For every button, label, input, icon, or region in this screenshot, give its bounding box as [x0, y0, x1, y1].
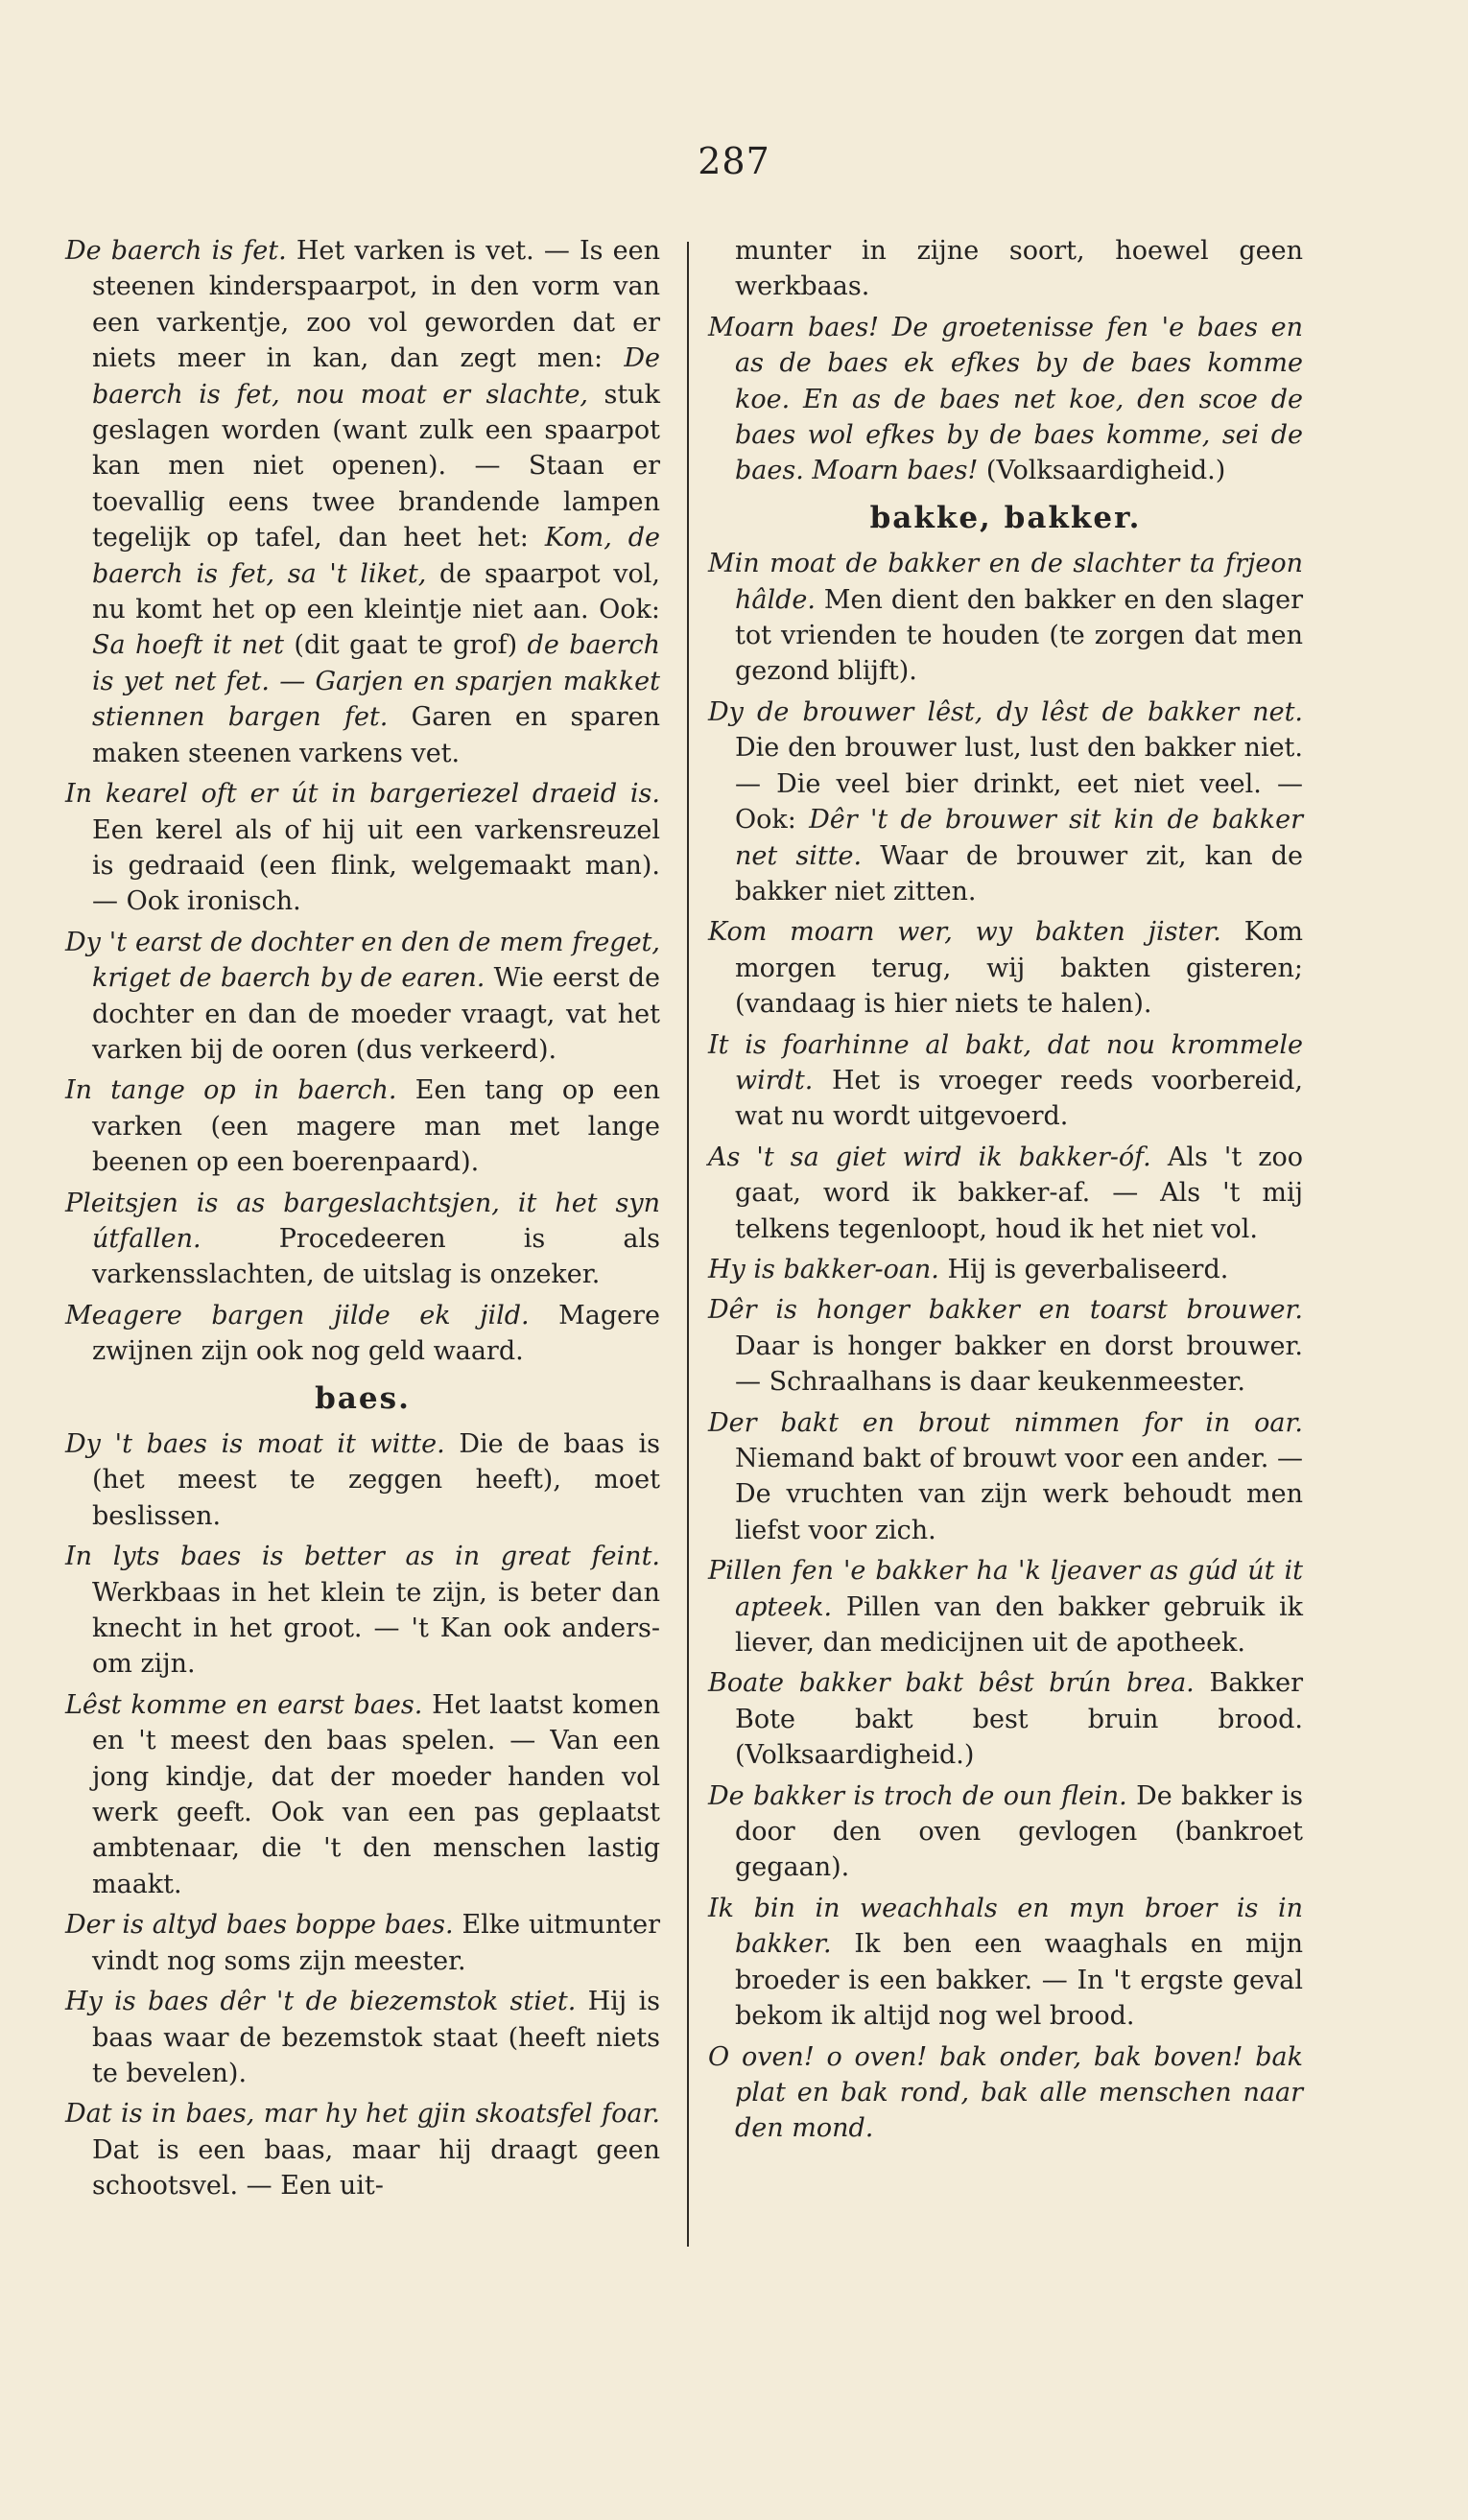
entry-text: Het is vroeger reeds voorbereid, wat nu wordt uitgevoerd.: [735, 1065, 1303, 1132]
entry-phrase: Dy de brouwer lêst, dy lêst de bakker net.: [708, 696, 1303, 727]
entry: [65, 1426, 660, 1534]
column-divider: [687, 242, 689, 2247]
entry-text: Kom morgen terug, wij bakten gisteren; (vandaag is hier niets te halen).: [735, 917, 1303, 1020]
entry: [708, 1778, 1303, 1886]
entry-text: Wie eerst de dochter en dan de moeder vraagt, vat het varken bij de ooren (dus verkeerd).: [92, 963, 660, 1065]
entry-text: Daar is honger bakker en dorst brouwer. — Schraalhans is daar keukenmeester.: [735, 1331, 1303, 1398]
entry: [65, 2096, 660, 2203]
entry: [65, 1907, 660, 1979]
entry-text: Die den brouwer lust, lust den bakker niet. — Die veel bier drinkt, eet niet veel. — Ook:: [735, 733, 1303, 836]
entry-text: Waar de brouwer zit, kan de bakker niet zitten.: [735, 840, 1303, 907]
entry-phrase: Hy is bakker-oan.: [708, 1254, 939, 1284]
entry-phrase: O oven! o oven! bak onder, bak boven! bak plat en bak rond, bak alle menschen naar den mond.: [708, 2041, 1303, 2144]
entry-phrase: Dy 't earst de dochter en den de mem freget, kriget de baerch by de earen.: [65, 927, 660, 994]
entry-text: Het varken is vet. — Is een steenen kinderspaarpot, in den vorm van een varkentje, zoo vol geworden dat er niets meer in kan, dan zegt men:: [92, 236, 661, 374]
entry-text: Hij is geverbaliseerd.: [938, 1254, 1229, 1284]
entry-phrase: Dêr is honger bakker en toarst brouwer.: [708, 1295, 1303, 1326]
entry-phrase: Dat is in baes, mar hy het gjin skoatsfel foar.: [65, 2099, 660, 2130]
entry: [708, 1140, 1303, 1247]
entry-phrase: Dêr 't de brouwer sit kin de bakker net sitte.: [735, 805, 1304, 871]
entry-phrase: Der bakt en brout nimmen for in oar.: [708, 1407, 1303, 1438]
entry-phrase: It is foarhinne al bakt, dat nou krommele wirdt.: [708, 1029, 1303, 1095]
entry-text: Magere zwijnen zijn ook nog geld waard.: [92, 1300, 660, 1367]
entry: [708, 2039, 1303, 2147]
entry-phrase: In lyts baes is better as in great feint.: [65, 1542, 660, 1572]
right-column: [708, 233, 1303, 2152]
entry: [708, 546, 1303, 690]
entry: [708, 914, 1303, 1022]
entry-phrase: Dy 't baes is moat it witte.: [65, 1429, 445, 1459]
entry-text: Men dient den bakker en den slager tot vrienden te houden (te zorgen dat men gezond blijft).: [735, 584, 1303, 687]
entry: [65, 925, 660, 1069]
entry-phrase: Meagere bargen jilde ek jild.: [65, 1300, 530, 1331]
entry-phrase: Moarn baes! De groetenisse fen 'e baes en as de baes ek efkes by de baes komme koe. En as de baes net koe, den scoe de baes wol efkes by de baes komme, sei de baes. Moarn baes!: [708, 312, 1303, 486]
entry-phrase: Hy is baes dêr 't de biezemstok stiet.: [65, 1987, 577, 2017]
entry: [708, 695, 1303, 909]
entry: [65, 233, 660, 771]
entry-text: Procedeeren is als varkensslachten, de uitslag is onzeker.: [92, 1223, 660, 1290]
entry: [65, 1186, 660, 1293]
entry-phrase: In kearel oft er út in bargeriezel draeid is.: [65, 779, 660, 810]
entry-text: Garen en sparen maken steenen varkens vet.: [92, 702, 660, 768]
entry-phrase: In tange op in baerch.: [65, 1075, 397, 1106]
headword-bakke: bakke, bakker.: [869, 500, 1142, 535]
entry-text: Pillen van den bakker gebruik ik liever, dan medicijnen uit de apotheek.: [735, 1591, 1303, 1659]
left-column: [65, 233, 660, 2209]
entry-phrase: Pleitsjen is as bargeslachtsjen, it het syn útfallen.: [65, 1188, 660, 1254]
entry-text: Elke uitmunter vindt nog soms zijn meester.: [92, 1910, 661, 1976]
entry-phrase: De baerch is fet, nou moat er slachte,: [92, 343, 660, 410]
entry-phrase: Lêst komme en earst baes.: [65, 1689, 423, 1720]
entry-text: (Volksaardigheid.): [978, 456, 1226, 486]
headword-baes: baes.: [315, 1380, 411, 1416]
entry-phrase: Min moat de bakker en de slachter ta frjeon hâlde.: [708, 549, 1303, 615]
entry-text: Die de baas is (het meest te zeggen heeft), moet beslissen.: [92, 1429, 660, 1531]
entry-phrase: de baerch is yet net fet. — Garjen en sparjen makket stiennen bargen fet.: [92, 630, 660, 733]
entry: [65, 1984, 660, 2091]
entry: [708, 1027, 1303, 1135]
entry: [708, 1292, 1303, 1400]
entry-text: (dit gaat te grof): [284, 630, 528, 661]
entry-phrase: Kom moarn wer, wy bakten jister.: [708, 917, 1221, 948]
entry-phrase: Pillen fen 'e bakker ha 'k ljeaver as gúd út it apteek.: [708, 1556, 1303, 1622]
entry: [65, 1539, 660, 1683]
entry-text: Het laatst komen en 't meest den baas spelen. — Van een jong kindje, dat der moeder handen vol werk geeft. Ook van een pas geplaatst ambtenaar, die 't den menschen lastig maakt.: [92, 1689, 660, 1899]
entry-text: De bakker is door den oven gevlogen (bankroet gegaan).: [735, 1780, 1303, 1883]
entry-phrase: De baerch is fet.: [65, 236, 287, 266]
entry-phrase: As 't sa giet wird ik bakker-óf.: [708, 1142, 1151, 1172]
entry: [708, 1665, 1303, 1773]
entry-text: Als 't zoo gaat, word ik bakker-af. — Als 't mij telkens tegenloopt, houd ik het niet vol.: [735, 1142, 1303, 1244]
entry: [708, 1891, 1303, 2035]
entry-phrase: Sa hoeft it net: [92, 630, 285, 661]
entry-text: Hij is baas waar de bezemstok staat (heeft niets te bevelen).: [92, 1987, 660, 2088]
entry-text: Bakker Bote bakt best bruin brood. (Volksaardigheid.): [735, 1668, 1303, 1771]
entry-text: stuk geslagen worden (want zulk een spaarpot kan men niet openen). — Staan er toevallig eens twee brandende lampen tegelijk op tafel, dan heet het:: [92, 379, 660, 553]
entry-text: Een tang op een varken (een magere man met lange beenen op een boerenpaard).: [92, 1075, 660, 1178]
entry-phrase: Boate bakker bakt bêst brún brea.: [708, 1668, 1195, 1699]
entry: [65, 1298, 660, 1370]
entry-text: Ik ben een waaghals en mijn broeder is een bakker. — In 't ergste geval bekom ik altijd nog wel brood.: [735, 1929, 1303, 2032]
entry-phrase: Der is altyd baes boppe baes.: [65, 1910, 454, 1941]
entry-phrase: De bakker is troch de oun flein.: [708, 1780, 1127, 1811]
entry-text: Dat is een baas, maar hij draagt geen schootsvel. — Een uit-: [92, 2134, 660, 2202]
entry: [708, 310, 1303, 489]
entry-text: Werkbaas in het klein te zijn, is beter dan knecht in het groot. — 't Kan ook anders-om zijn.: [92, 1577, 660, 1680]
entry: [65, 1687, 660, 1902]
entry: [65, 1072, 660, 1180]
entry: [708, 1252, 1303, 1287]
entry-text: Niemand bakt of brouwt voor een ander. — De vruchten van zijn werk behoudt men liefst voor zich.: [735, 1444, 1303, 1545]
entry: [708, 1553, 1303, 1660]
entry: [65, 776, 660, 920]
entry-text: de spaarpot vol, nu komt het op een kleintje niet aan. Ook:: [92, 558, 660, 625]
entry-phrase: Kom, de baerch is fet, sa 't liket,: [92, 523, 661, 589]
page-number: 287: [698, 140, 770, 182]
entry-text: Een kerel als of hij uit een varkensreuzel is gedraaid (een flink, welgemaakt man). — Ook ironisch.: [92, 814, 660, 917]
entry-phrase: Ik bin in weachhals en myn broer is in bakker.: [708, 1893, 1303, 1960]
entry: [708, 1405, 1303, 1549]
entry-continuation: munter in zijne soort, hoewel geen werkbaas.: [735, 236, 1303, 302]
